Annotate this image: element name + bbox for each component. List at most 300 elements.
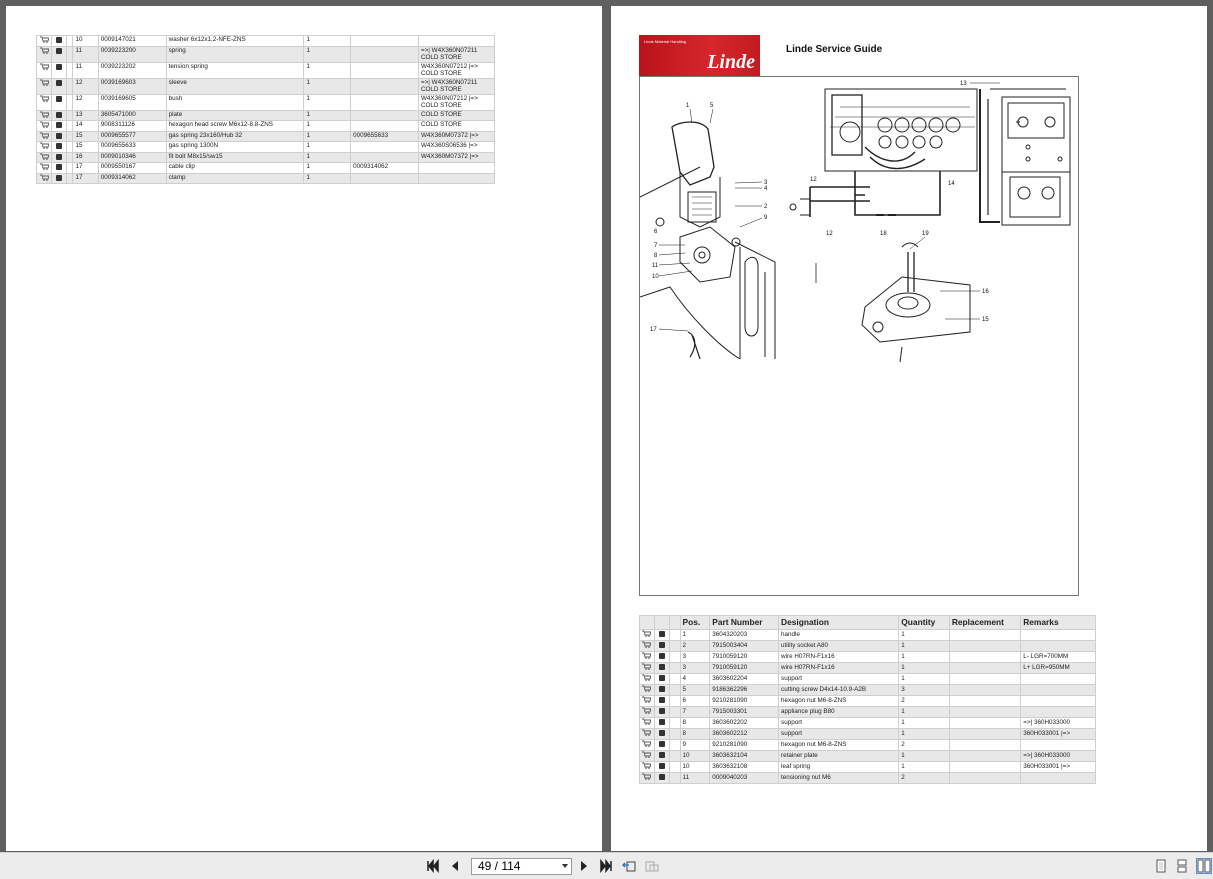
table-row [640, 630, 1096, 641]
svg-text:9: 9 [764, 215, 768, 221]
shopping-bag-icon[interactable] [654, 663, 669, 674]
cell-replacement [351, 94, 419, 110]
add-to-cart-icon[interactable] [37, 94, 52, 110]
cell-quantity: 2 [899, 773, 950, 784]
cell-pos: 5 [680, 685, 710, 696]
cell-designation: wire H07RN-F1x16 [779, 652, 899, 663]
cell-quantity: 2 [899, 740, 950, 751]
header-replacement: Replacement [949, 616, 1020, 630]
svg-text:1: 1 [686, 103, 690, 109]
next-page-icon[interactable] [577, 859, 591, 873]
table-row [37, 110, 495, 121]
cell-designation: gas spring 1300N [166, 142, 304, 153]
go-back-view-icon[interactable] [622, 859, 636, 873]
shopping-bag-icon[interactable] [654, 718, 669, 729]
cell-replacement [949, 751, 1020, 762]
cell-part-number: 9186362296 [710, 685, 779, 696]
table-row [37, 173, 495, 184]
cell-remarks [1021, 773, 1096, 784]
cell-remarks: W4X360M07372 |=> [418, 131, 494, 142]
svg-text:17: 17 [650, 327, 657, 333]
cell-pos: 8 [680, 718, 710, 729]
cell-part-number: 7915003404 [710, 641, 779, 652]
table-row [640, 707, 1096, 718]
cell-replacement [949, 773, 1020, 784]
cell-part-number: 3603602204 [710, 674, 779, 685]
table-row [640, 641, 1096, 652]
cell-quantity: 1 [304, 62, 351, 78]
row-spacer [669, 773, 680, 784]
cell-quantity: 1 [899, 729, 950, 740]
cell-quantity: 1 [899, 674, 950, 685]
svg-text:11: 11 [652, 263, 659, 269]
previous-page-icon[interactable] [448, 859, 462, 873]
table-row [640, 718, 1096, 729]
cell-pos: 17 [73, 163, 98, 174]
row-spacer [669, 652, 680, 663]
cell-designation: support [779, 674, 899, 685]
cell-replacement: 0009655633 [351, 131, 419, 142]
cell-quantity: 1 [899, 751, 950, 762]
add-to-cart-icon[interactable] [37, 46, 52, 62]
cell-designation: tensioning nut M6 [779, 773, 899, 784]
cell-part-number: 0009314062 [98, 173, 166, 184]
cell-part-number: 0039223202 [98, 62, 166, 78]
add-to-cart-icon[interactable] [640, 762, 655, 773]
table-row [37, 121, 495, 132]
svg-text:19: 19 [922, 231, 929, 237]
cell-replacement [949, 652, 1020, 663]
cell-pos: 7 [680, 707, 710, 718]
shopping-bag-icon[interactable] [52, 142, 67, 153]
cell-replacement [351, 62, 419, 78]
cell-replacement [351, 36, 419, 47]
cell-designation: clamp [166, 173, 304, 184]
pdf-page-right [611, 6, 1207, 851]
shopping-bag-icon[interactable] [52, 110, 67, 121]
cell-pos: 4 [680, 674, 710, 685]
header-designation: Designation [779, 616, 899, 630]
cell-remarks [1021, 685, 1096, 696]
cell-quantity: 1 [304, 36, 351, 47]
add-to-cart-icon[interactable] [640, 718, 655, 729]
table-row [640, 652, 1096, 663]
cell-replacement [351, 78, 419, 94]
table-row [640, 773, 1096, 784]
cell-replacement [351, 110, 419, 121]
cell-pos: 11 [73, 46, 98, 62]
cell-designation: gas spring 23x160/Hub 32 [166, 131, 304, 142]
cell-part-number: 7915003301 [710, 707, 779, 718]
header-cart [640, 616, 655, 630]
two-page-view-icon[interactable] [1196, 858, 1212, 874]
cell-quantity: 1 [304, 110, 351, 121]
cell-quantity: 1 [899, 652, 950, 663]
cell-part-number: 7910059120 [710, 663, 779, 674]
header-bag [654, 616, 669, 630]
cell-part-number: 3603602212 [710, 729, 779, 740]
cell-designation: washer 6x12x1,2-NFE-ZNS [166, 36, 304, 47]
cell-part-number: 9008311126 [98, 121, 166, 132]
cell-replacement [949, 674, 1020, 685]
shopping-bag-icon[interactable] [52, 62, 67, 78]
shopping-bag-icon[interactable] [654, 641, 669, 652]
table-row [640, 762, 1096, 773]
shopping-bag-icon[interactable] [654, 751, 669, 762]
cell-part-number: 0039169603 [98, 78, 166, 94]
technical-drawing [640, 77, 1078, 595]
shopping-bag-icon[interactable] [52, 78, 67, 94]
svg-text:4: 4 [764, 186, 768, 192]
cell-replacement [949, 641, 1020, 652]
cell-remarks: =>| 360H033000 [1021, 751, 1096, 762]
svg-text:10: 10 [652, 274, 659, 280]
cell-replacement [351, 152, 419, 163]
cell-part-number: 3603602202 [710, 718, 779, 729]
cell-remarks [1021, 707, 1096, 718]
cell-remarks: W4X360S06536 |=> [418, 142, 494, 153]
logo-wordmark: Linde [707, 51, 755, 73]
row-spacer [669, 685, 680, 696]
add-to-cart-icon[interactable] [640, 685, 655, 696]
cell-part-number: 0009010346 [98, 152, 166, 163]
pdf-page-left [6, 6, 602, 851]
cell-remarks: COLD STORE [418, 121, 494, 132]
svg-text:14: 14 [948, 181, 955, 187]
add-to-cart-icon[interactable] [37, 163, 52, 174]
cell-pos: 10 [680, 751, 710, 762]
add-to-cart-icon[interactable] [37, 173, 52, 184]
cell-replacement [949, 707, 1020, 718]
table-row [640, 696, 1096, 707]
table-header-row [640, 616, 1096, 630]
chevron-down-icon [562, 864, 568, 868]
cell-pos: 15 [73, 131, 98, 142]
cell-quantity: 3 [899, 685, 950, 696]
cell-quantity: 1 [899, 718, 950, 729]
cell-part-number: 0009655577 [98, 131, 166, 142]
cell-quantity: 1 [304, 131, 351, 142]
svg-text:7: 7 [654, 243, 658, 249]
cell-remarks [1021, 696, 1096, 707]
cell-designation: plate [166, 110, 304, 121]
cell-remarks: L- LGR=700MM [1021, 652, 1096, 663]
cell-designation: cable clip [166, 163, 304, 174]
cell-quantity: 1 [899, 630, 950, 641]
cell-quantity: 1 [899, 641, 950, 652]
cell-part-number: 0009147021 [98, 36, 166, 47]
cell-part-number: 7910059120 [710, 652, 779, 663]
row-spacer [669, 641, 680, 652]
table-row [640, 685, 1096, 696]
add-to-cart-icon[interactable] [640, 740, 655, 751]
svg-text:8: 8 [654, 253, 658, 259]
cell-designation: sleeve [166, 78, 304, 94]
add-to-cart-icon[interactable] [640, 674, 655, 685]
table-row [640, 729, 1096, 740]
add-to-cart-icon[interactable] [640, 707, 655, 718]
cell-pos: 14 [73, 121, 98, 132]
cell-quantity: 1 [304, 46, 351, 62]
add-to-cart-icon[interactable] [640, 652, 655, 663]
svg-text:2: 2 [764, 204, 768, 210]
go-forward-view-icon[interactable] [645, 859, 659, 873]
cell-part-number: 0039223200 [98, 46, 166, 62]
cell-replacement [949, 762, 1020, 773]
cell-pos: 2 [680, 641, 710, 652]
cell-remarks: 360H033001 |=> [1021, 762, 1096, 773]
shopping-bag-icon[interactable] [654, 652, 669, 663]
cell-quantity: 1 [304, 78, 351, 94]
page-number-value: 49 / 114 [478, 859, 521, 873]
cell-designation: cutting screw D4x14-10.9-A2B [779, 685, 899, 696]
cell-replacement [949, 740, 1020, 751]
cell-remarks [1021, 740, 1096, 751]
cell-pos: 8 [680, 729, 710, 740]
row-spacer [669, 718, 680, 729]
row-spacer [669, 707, 680, 718]
shopping-bag-icon[interactable] [654, 740, 669, 751]
header-blank [669, 616, 680, 630]
cell-part-number: 0039169605 [98, 94, 166, 110]
cell-quantity: 1 [899, 707, 950, 718]
row-spacer [669, 729, 680, 740]
cell-remarks: COLD STORE [418, 110, 494, 121]
header-remarks: Remarks [1021, 616, 1096, 630]
cell-remarks: =>| W4X360N07211 COLD STORE [418, 46, 494, 62]
cell-replacement [949, 729, 1020, 740]
table-row [37, 62, 495, 78]
cell-designation: appliance plug B80 [779, 707, 899, 718]
first-page-icon[interactable] [426, 859, 440, 873]
add-to-cart-icon[interactable] [37, 121, 52, 132]
cell-quantity: 1 [304, 142, 351, 153]
table-row [37, 152, 495, 163]
cell-quantity: 1 [304, 163, 351, 174]
shopping-bag-icon[interactable] [52, 46, 67, 62]
cell-remarks: L+ LGR=950MM [1021, 663, 1096, 674]
add-to-cart-icon[interactable] [37, 131, 52, 142]
add-to-cart-icon[interactable] [640, 663, 655, 674]
row-spacer [669, 674, 680, 685]
cell-pos: 10 [73, 36, 98, 47]
cell-pos: 1 [680, 630, 710, 641]
table-row [640, 751, 1096, 762]
cell-quantity: 1 [304, 152, 351, 163]
shopping-bag-icon[interactable] [52, 131, 67, 142]
cell-pos: 11 [73, 62, 98, 78]
cell-replacement [949, 630, 1020, 641]
cell-replacement [351, 46, 419, 62]
shopping-bag-icon[interactable] [654, 762, 669, 773]
cell-remarks [418, 36, 494, 47]
svg-text:13: 13 [960, 81, 967, 87]
header-quantity: Quantity [899, 616, 950, 630]
cell-quantity: 1 [304, 94, 351, 110]
page-title: Linde Service Guide [786, 44, 883, 55]
cell-pos: 12 [73, 94, 98, 110]
cell-pos: 6 [680, 696, 710, 707]
shopping-bag-icon[interactable] [52, 163, 67, 174]
page-number-select[interactable] [471, 858, 572, 875]
shopping-bag-icon[interactable] [654, 630, 669, 641]
table-row [640, 740, 1096, 751]
cell-designation: spring [166, 46, 304, 62]
svg-text:12: 12 [810, 177, 817, 183]
row-spacer [669, 663, 680, 674]
cell-designation: support [779, 718, 899, 729]
add-to-cart-icon[interactable] [37, 62, 52, 78]
cell-remarks: 360H033001 |=> [1021, 729, 1096, 740]
cell-designation: support [779, 729, 899, 740]
add-to-cart-icon[interactable] [640, 641, 655, 652]
cell-designation: wire H07RN-F1x16 [779, 663, 899, 674]
shopping-bag-icon[interactable] [52, 152, 67, 163]
cell-remarks: W4X360N07212 |=> COLD STORE [418, 62, 494, 78]
linde-logo [639, 35, 760, 76]
continuous-view-icon[interactable] [1175, 859, 1189, 873]
table-row [37, 142, 495, 153]
shopping-bag-icon[interactable] [654, 707, 669, 718]
cell-remarks [1021, 630, 1096, 641]
cell-replacement [949, 696, 1020, 707]
table-row [37, 131, 495, 142]
cell-quantity: 1 [304, 121, 351, 132]
row-spacer [669, 630, 680, 641]
single-page-view-icon[interactable] [1154, 859, 1168, 873]
pdf-viewer-toolbar [0, 852, 1213, 879]
table-row [37, 78, 495, 94]
table-row [640, 674, 1096, 685]
cell-designation: hexagon nut M6-8-ZNS [779, 740, 899, 751]
cell-part-number: 3605471000 [98, 110, 166, 121]
cell-pos: 16 [73, 152, 98, 163]
add-to-cart-icon[interactable] [640, 696, 655, 707]
last-page-icon[interactable] [599, 859, 613, 873]
table-row [37, 46, 495, 62]
header-part-number: Part Number [710, 616, 779, 630]
cell-replacement [949, 663, 1020, 674]
header-pos: Pos. [680, 616, 710, 630]
parts-table-right [639, 615, 1096, 784]
cell-part-number: 0009655633 [98, 142, 166, 153]
shopping-bag-icon[interactable] [654, 685, 669, 696]
cell-quantity: 2 [899, 696, 950, 707]
row-spacer [669, 740, 680, 751]
cell-replacement [351, 121, 419, 132]
row-spacer [669, 696, 680, 707]
cell-part-number: 0009550167 [98, 163, 166, 174]
add-to-cart-icon[interactable] [640, 729, 655, 740]
cell-replacement [949, 685, 1020, 696]
cell-part-number: 9210281090 [710, 740, 779, 751]
add-to-cart-icon[interactable] [640, 751, 655, 762]
svg-text:5: 5 [710, 103, 714, 109]
cell-part-number: 3603632108 [710, 762, 779, 773]
cell-part-number: 3603632104 [710, 751, 779, 762]
cell-designation: hexagon head screw M6x12-8.8-ZNS [166, 121, 304, 132]
add-to-cart-icon[interactable] [640, 630, 655, 641]
svg-text:15: 15 [982, 317, 989, 323]
add-to-cart-icon[interactable] [37, 142, 52, 153]
shopping-bag-icon[interactable] [52, 36, 67, 47]
cell-remarks: W4X360N07212 |=> COLD STORE [418, 94, 494, 110]
svg-text:18: 18 [880, 231, 887, 237]
cell-designation: bush [166, 94, 304, 110]
table-row [37, 36, 495, 47]
cell-replacement [351, 173, 419, 184]
shopping-bag-icon[interactable] [52, 173, 67, 184]
shopping-bag-icon[interactable] [654, 773, 669, 784]
svg-text:6: 6 [654, 229, 658, 235]
row-spacer [669, 762, 680, 773]
add-to-cart-icon[interactable] [37, 110, 52, 121]
cell-designation: tension spring [166, 62, 304, 78]
cell-designation: utility socket A80 [779, 641, 899, 652]
cell-designation: leaf spring [779, 762, 899, 773]
cell-remarks [418, 163, 494, 174]
cell-remarks: =>| W4X360N07211 COLD STORE [418, 78, 494, 94]
cell-replacement [351, 142, 419, 153]
cell-pos: 15 [73, 142, 98, 153]
shopping-bag-icon[interactable] [654, 696, 669, 707]
cell-replacement: 0009314062 [351, 163, 419, 174]
cell-pos: 11 [680, 773, 710, 784]
shopping-bag-icon[interactable] [52, 121, 67, 132]
table-row [37, 163, 495, 174]
cell-remarks: =>| 360H033000 [1021, 718, 1096, 729]
cell-remarks [418, 173, 494, 184]
cell-remarks: W4X360M07372 |=> [418, 152, 494, 163]
cell-replacement [949, 718, 1020, 729]
cell-pos: 12 [73, 78, 98, 94]
add-to-cart-icon[interactable] [640, 773, 655, 784]
cell-designation: hexagon nut M6-8-ZNS [779, 696, 899, 707]
svg-text:3: 3 [764, 180, 768, 186]
add-to-cart-icon[interactable] [37, 152, 52, 163]
add-to-cart-icon[interactable] [37, 36, 52, 47]
table-row [640, 663, 1096, 674]
svg-text:16: 16 [982, 289, 989, 295]
exploded-view-figure [639, 76, 1079, 596]
cell-remarks [1021, 641, 1096, 652]
cell-remarks [1021, 674, 1096, 685]
cell-part-number: 3604320203 [710, 630, 779, 641]
cell-pos: 3 [680, 663, 710, 674]
cell-designation: retainer plate [779, 751, 899, 762]
cell-part-number: 9210281090 [710, 696, 779, 707]
table-row [37, 94, 495, 110]
cell-part-number: 0009040203 [710, 773, 779, 784]
cell-quantity: 1 [304, 173, 351, 184]
shopping-bag-icon[interactable] [52, 94, 67, 110]
cell-pos: 10 [680, 762, 710, 773]
cell-pos: 3 [680, 652, 710, 663]
cell-designation: fit bolt M8x15/sw15 [166, 152, 304, 163]
shopping-bag-icon[interactable] [654, 729, 669, 740]
parts-table-left [36, 35, 495, 184]
shopping-bag-icon[interactable] [654, 674, 669, 685]
cell-pos: 17 [73, 173, 98, 184]
cell-designation: handle [779, 630, 899, 641]
add-to-cart-icon[interactable] [37, 78, 52, 94]
cell-quantity: 1 [899, 663, 950, 674]
svg-text:12: 12 [826, 231, 833, 237]
cell-quantity: 1 [899, 762, 950, 773]
row-spacer [669, 751, 680, 762]
cell-pos: 13 [73, 110, 98, 121]
logo-subtitle: Linde Material Handling [644, 39, 687, 44]
